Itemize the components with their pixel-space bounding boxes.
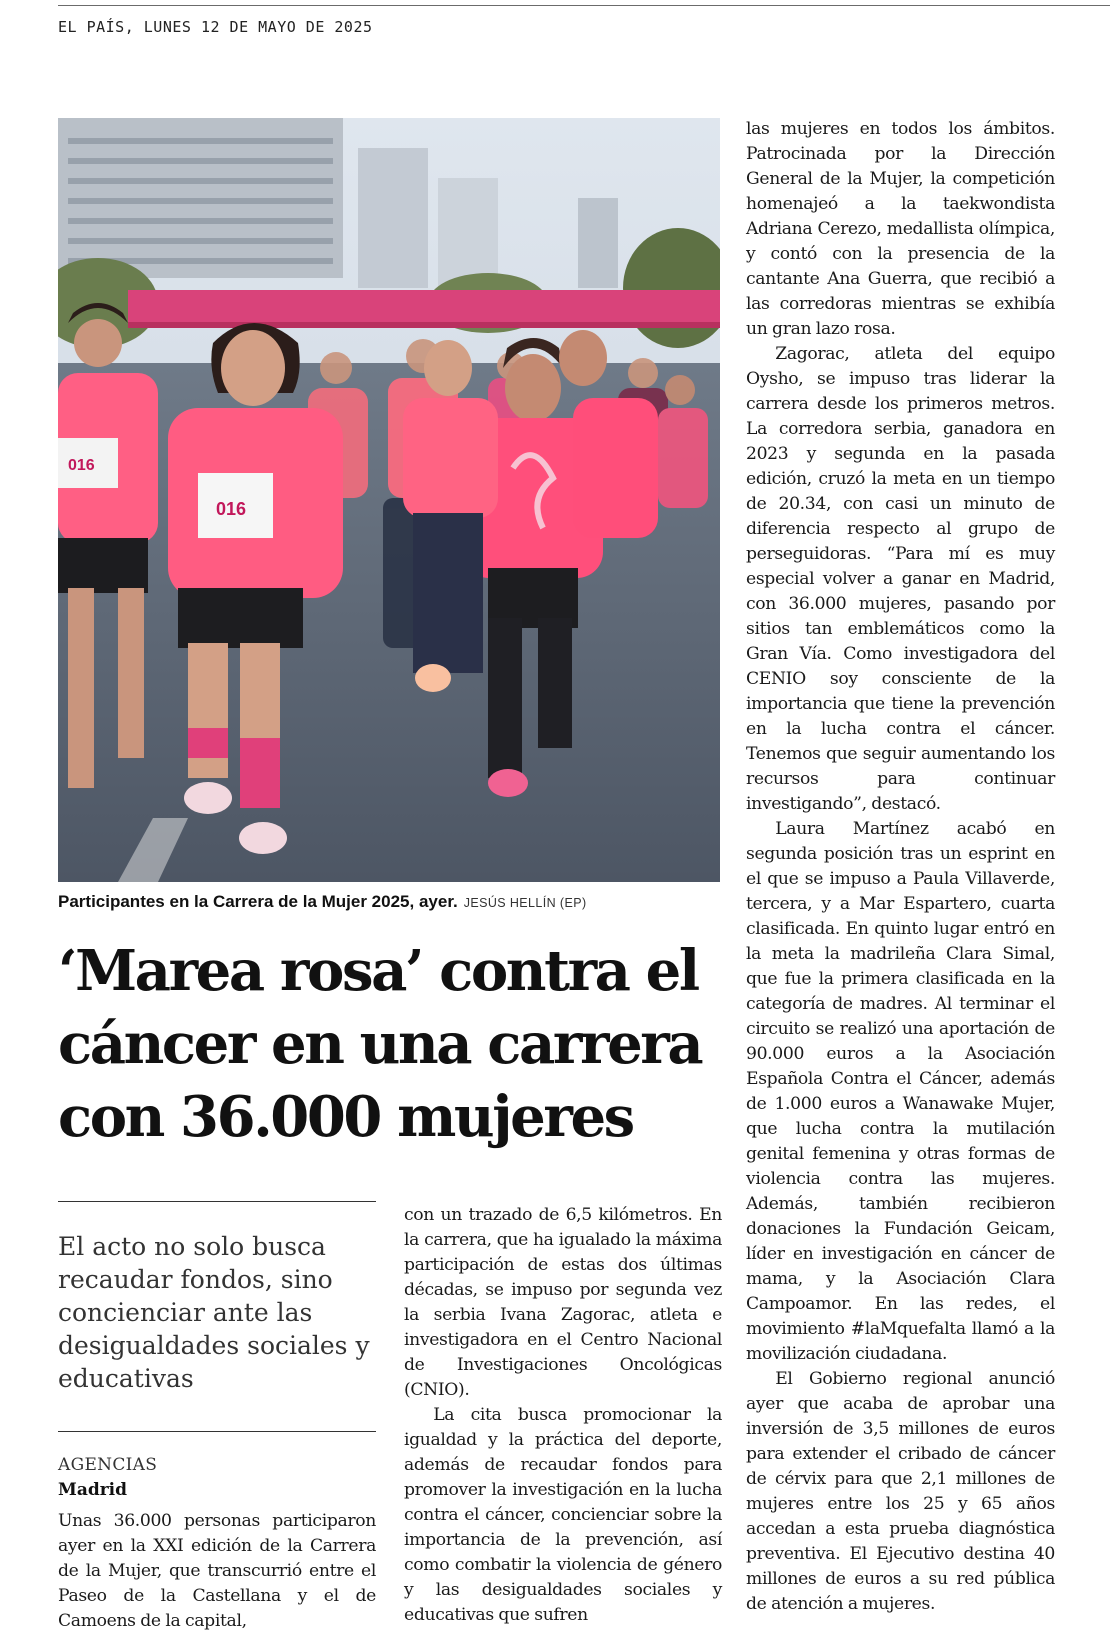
byline-place: Madrid [58,1480,128,1500]
photo-credit: JESÚS HELLÍN (EP) [463,896,587,910]
top-rule [58,5,1110,6]
body-paragraph: Unas 36.000 personas participaron ayer en la XXI edición de la Carrera de la Mujer, que transcurrió entre el Paseo de la Castellana y el de Camoens de la capital, [58,1511,376,1631]
body-column-1 [58,1509,376,1634]
deck: El acto no solo busca recaudar fondos, sino concienciar ante las desigualdades sociales y educativas [58,1232,370,1393]
body-paragraph: las mujeres en todos los ámbitos. Patrocinada por la Dirección General de la Mujer, la competición homenajeó a la taekwondista Adriana Cerezo, medallista olímpica, y contó con la presencia de la cantante Ana Guerra, que recibió a las corredoras mientras se exhibía un gran lazo rosa. [746,119,1055,339]
body-paragraph: Zagorac, atleta del equipo Oysho, se impuso tras liderar la carrera desde los primeros metros. La corredora serbia, ganadora en 2023 y segunda en la pasada edición, cruzó la meta en un tiempo de 20.34, con casi un minuto de diferencia respecto al grupo de perseguidoras. “Para mí es muy especial volver a ganar en Madrid, con 36.000 mujeres, pasando por sitios tan emblemáticos como la Gran Vía. Como investigadora del CENIO soy consciente de la importancia que tiene la prevención en la lucha contra el cáncer. Tenemos que seguir aumentando los recursos para continuar investigando”, destacó. [746,344,1055,814]
byline-agency: AGENCIAS [58,1455,158,1475]
photo-caption [58,892,720,912]
deck-top-rule [58,1201,376,1202]
running-head: EL PAÍS, LUNES 12 DE MAYO DE 2025 [58,18,373,36]
body-column-2 [404,1203,722,1628]
race-photo-illustration [58,118,720,882]
body-column-3 [746,117,1055,1617]
caption-text: Participantes en la Carrera de la Mujer 2025, ayer. [58,892,458,911]
race-photo [58,118,720,882]
body-paragraph: Laura Martínez acabó en segunda posición tras un esprint en el que se impuso a Paula Villaverde, tercera, y a Mar Espartero, cuarta clasificada. En quinto lugar entró en la meta la madrileña Clara Simal, que fue la primera clasificada en la categoría de madres. Al terminar el circuito se realizó una aportación de 90.000 euros a la Asociación Española Contra el Cáncer, además de 1.000 euros a Wanawake Mujer, que lucha contra la mutilación genital femenina y otras formas de violencia contra las mujeres. Además, también recibieron donaciones la Fundación Geicam, líder en investigación en cáncer de mama, y la Asociación Clara Campoamor. En las redes, el movimiento #laMquefalta llamó a la movilización ciudadana. [746,819,1055,1364]
bib-number: 016 [216,499,247,519]
deck-bottom-rule [58,1431,376,1432]
body-paragraph: La cita busca promocionar la igualdad y la práctica del deporte, además de recaudar fondos para promover la investigación en la lucha contra el cáncer, concienciar sobre la importancia de la prevención, así como combatir la violencia de género y las desigualdades sociales y educativas que sufren [404,1405,722,1625]
body-paragraph: con un trazado de 6,5 kilómetros. En la carrera, que ha igualado la máxima participación de estas dos últimas décadas, se impuso por segunda vez la serbia Ivana Zagorac, atleta e investigadora en el Centro Nacional de Investigaciones Oncológicas (CNIO). [404,1205,722,1400]
bib-number: 016 [68,457,95,474]
body-paragraph: El Gobierno regional anunció ayer que acaba de aprobar una inversión de 3,5 millones de euros para extender el cribado de cáncer de cérvix para que 2,1 millones de mujeres entre los 25 y 65 años accedan a esta prueba diagnóstica preventiva. El Ejecutivo destina 40 millones de euros a su red pública de atención a mujeres. [746,1369,1055,1614]
headline: ‘Marea rosa’ contra el cáncer en una carrera con 36.000 mujeres [58,938,702,1150]
